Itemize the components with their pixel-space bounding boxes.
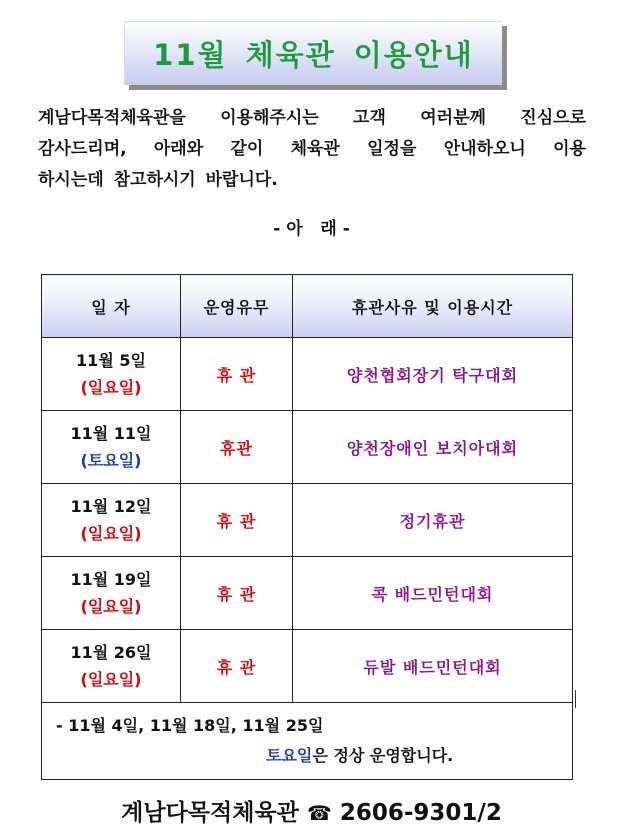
date-text: 11월 26일 <box>70 643 152 662</box>
status-cell: 휴 관 <box>181 338 293 411</box>
reason-cell: 양천장애인 보치아대회 <box>293 411 573 484</box>
status-cell: 휴 관 <box>181 557 293 630</box>
date-text: 11월 12일 <box>70 497 152 516</box>
day-of-week: (일요일) <box>80 597 142 616</box>
intro-word: 고객 <box>353 108 386 128</box>
intro-word: 계남다목적체육관을 <box>38 108 186 128</box>
status-cell: 휴 관 <box>181 484 293 557</box>
day-of-week: (토요일) <box>80 451 142 470</box>
reason-cell: 양천협회장기 탁구대회 <box>293 338 573 411</box>
footer-notice <box>56 743 572 766</box>
table-row <box>42 484 573 557</box>
footer-rest: 은 정상 운영합니다. <box>312 746 454 765</box>
intro-line-2 <box>38 134 586 165</box>
reason-cell: 듀발 배드민턴대회 <box>293 630 573 703</box>
reason-cell: 정기휴관 <box>293 484 573 557</box>
phone-number: 2606-9301/2 <box>339 800 502 826</box>
date-cell <box>42 557 181 630</box>
table-row <box>42 338 573 411</box>
footer-dates: - 11월 4일, 11월 18일, 11월 25일 <box>56 716 324 735</box>
page-title: 11월 체육관 이용안내 <box>153 38 474 72</box>
intro-word: 진심으로 <box>520 108 586 128</box>
date-text: 11월 5일 <box>76 351 146 370</box>
intro-word: 이용해주시는 <box>220 108 319 128</box>
intro-word: 아래와 <box>153 139 204 159</box>
reason-cell: 콕 배드민턴대회 <box>293 557 573 630</box>
date-cell <box>42 338 181 411</box>
table-row <box>42 630 573 703</box>
status-cell: 휴 관 <box>181 630 293 703</box>
schedule-table <box>41 274 573 780</box>
intro-word: 같이 <box>230 139 264 159</box>
day-of-week: (일요일) <box>80 670 142 689</box>
table-footer-row <box>42 703 573 780</box>
title-banner <box>124 21 502 85</box>
date-text: 11월 19일 <box>70 570 152 589</box>
notice-heading: - 아 래 - <box>273 219 350 239</box>
intro-word: 감사드리며, <box>38 139 127 159</box>
telephone-icon: ☎ <box>306 801 332 825</box>
date-cell <box>42 630 181 703</box>
divider-tick <box>575 690 576 708</box>
intro-word: 체육관 <box>290 139 340 159</box>
table-row <box>42 557 573 630</box>
date-cell <box>42 484 181 557</box>
status-cell: 휴관 <box>181 411 293 484</box>
intro-word: 일정을 <box>367 139 417 159</box>
table-header-row <box>42 275 573 338</box>
day-of-week: (일요일) <box>80 378 142 397</box>
intro-line-1 <box>38 103 586 134</box>
intro-word: 여러분께 <box>420 108 486 128</box>
intro-word: 안내하오니 <box>443 139 526 159</box>
intro-word: 이용 <box>553 139 586 159</box>
footer-saturday: 토요일 <box>266 746 313 765</box>
date-text: 11월 11일 <box>70 424 152 443</box>
date-cell <box>42 411 181 484</box>
intro-paragraph <box>38 103 586 196</box>
contact-line <box>0 794 623 827</box>
header-date: 일 자 <box>42 275 181 338</box>
facility-name: 계남다목적체육관 <box>121 800 299 826</box>
table-row <box>42 411 573 484</box>
day-of-week: (일요일) <box>80 524 142 543</box>
header-status: 운영유무 <box>181 275 293 338</box>
header-reason: 휴관사유 및 이용시간 <box>293 275 573 338</box>
intro-line-3: 하시는데 참고하시기 바랍니다. <box>38 170 278 190</box>
footer-note <box>42 703 573 780</box>
